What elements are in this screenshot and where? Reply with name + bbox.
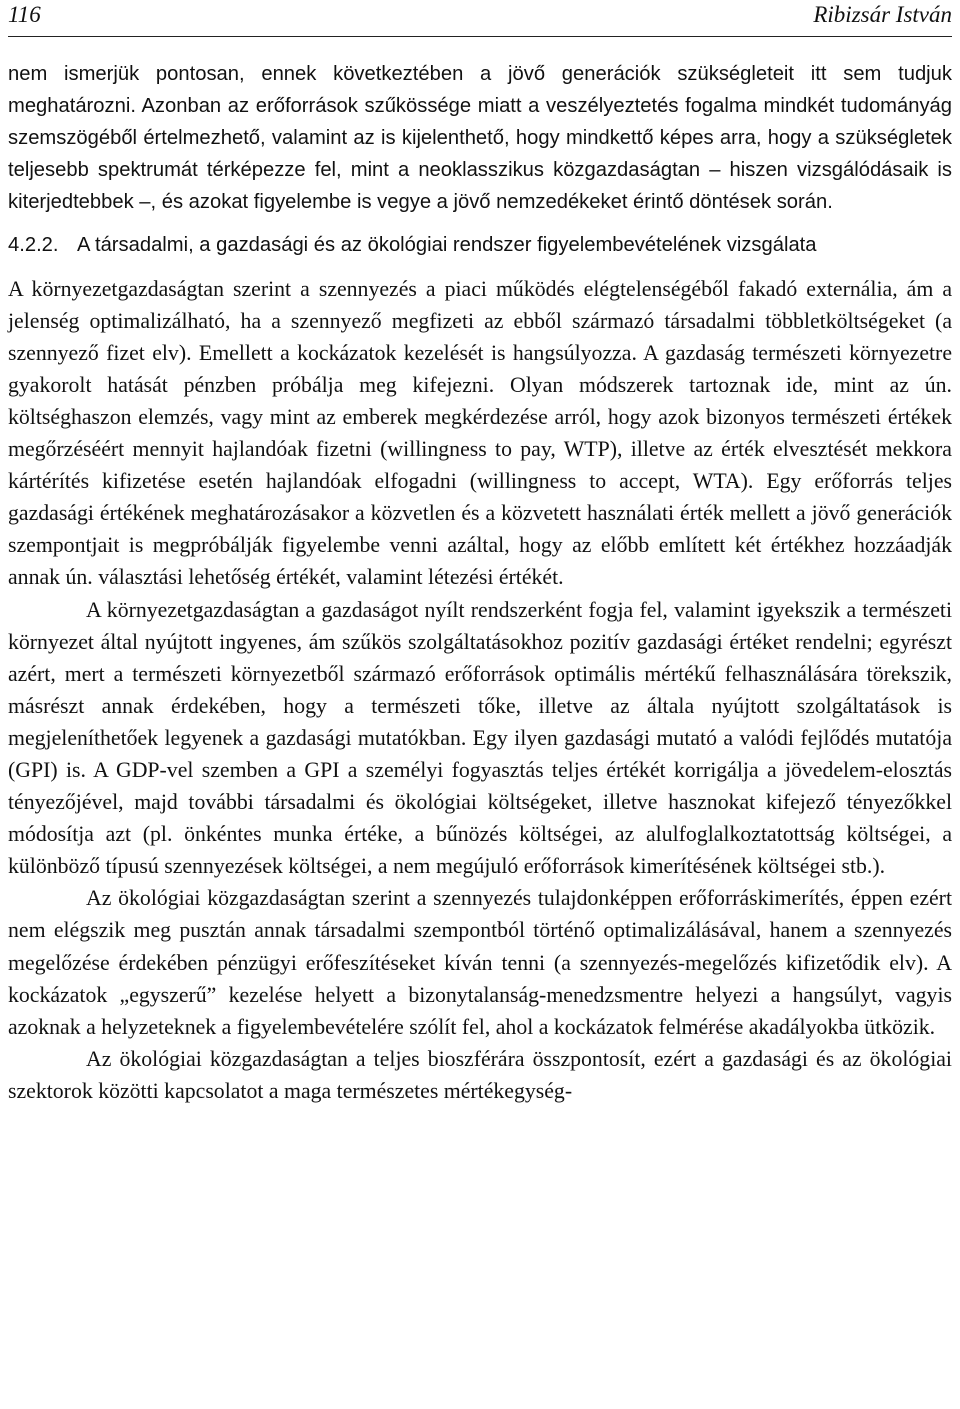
page-number: 116	[8, 2, 41, 27]
section-title: A társadalmi, a gazdasági és az ökológiai rendszer figyelembevételének vizsgálata	[77, 234, 817, 257]
section-number: 4.2.2.	[8, 234, 59, 257]
paragraph-intro: nem ismerjük pontosan, ennek következtében a jövő generációk szükségleteit itt sem tudjuk meghatározni. Azonban az erőforrások szűkössége miatt a veszélyeztetés fogalma mindkét tudományág szemszögéből értelmezhető, valamint az is kijelenthető, hogy mindkettő képes arra, hogy a szükségletek teljesebb spektrumát térképezze fel, mint a neoklasszikus közgazdaságtan – hiszen vizsgálódásaik is kiterjedtebbek –, és azokat figyelembe is vegye a jövő nemzedékeket érintő döntések során.	[8, 63, 952, 214]
paragraph-biosphere: Az ökológiai közgazdaságtan a teljes bioszférára összpontosít, ezért a gazdasági és az ökológiai szektorok közötti kapcsolatot a maga természetes mértékegység-	[8, 1046, 952, 1103]
paragraph-open-system: A környezetgazdaságtan a gazdaságot nyílt rendszerként fogja fel, valamint igyekszik a természeti környezet által nyújtott ingyenes, ám szűkös szolgáltatásokhoz pozitív gazdasági értéket rendelni; egyrészt azért, mert a természeti környezetből származó erőforrások optimális mértékű felhasználására törekszik, másrészt annak érdekében, hogy a természeti tőke, illetve az általa nyújtott szolgáltatások is megjeleníthetőek legyenek a gazdasági mutatókban. Egy ilyen gazdasági mutató a valódi fejlődés mutatója (GPI) is. A GDP-vel szemben a GPI a személyi fogyasztás teljes értékét korrigálja a jövedelem-elosztás tényezőjével, majd további társadalmi és ökológiai költségeket, illetve hasznokat kifejező tényezőkkel módosítja azt (pl. önkéntes munka értéke, a bűnözés költségei, az alulfoglalkoztatottság költségei, a különböző típusú szennyezések költségei, a nem megújuló erőforrások kimerítésének költségei stb.).	[8, 597, 952, 879]
page-header	[8, 0, 952, 37]
section-heading	[8, 229, 952, 261]
running-author: Ribizsár István	[813, 2, 952, 27]
paragraph-environmental-economics: A környezetgazdaságtan szerint a szennyezés a piaci működés elégtelenségéből fakadó externália, ám a jelenség optimalizálható, ha a szennyező megfizeti az ebből származó társadalmi többletköltségeket (a szennyező fizet elv). Emellett a kockázatok kezelését is hangsúlyozza. A gazdaság természeti környezetre gyakorolt hatását pénzben próbálja meg kifejezni. Olyan módszerek tartoznak ide, mint az ún. költséghaszon elemzés, vagy mint az emberek megkérdezése arról, hogy azok bizonyos természeti értékek megőrzéséért mennyit hajlandóak fizetni (willingness to pay, WTP), illetve az érték elvesztését mekkora kártérítés kifizetése esetén hajlandóak elfogadni (willingness to accept, WTA). Egy erőforrás teljes gazdasági értékének meghatározásakor a közvetlen és a közvetett használati érték mellett a jövő generációk szempontjait is megpróbálják figyelembe venni azáltal, hogy az előbb említett két értékhez hozzáadják annak ún. választási lehetőség értékét, valamint létezési értékét.	[8, 276, 952, 590]
document-page	[8, 0, 952, 1107]
paragraph-ecological-economics: Az ökológiai közgazdaságtan szerint a szennyezés tulajdonképpen erőforráskimerítés, éppen ezért nem elégszik meg pusztán annak társadalmi szempontból történő optimalizálásával, hanem a szennyezés megelőzése érdekében pénzügyi erőfeszítéseket kíván tenni (a szennyezés-megelőzés kifizetődik elv). A kockázatok „egyszerű” kezelése helyett a bizonytalanság-menedzsmentre helyezi a hangsúlyt, vagyis azoknak a helyzeteknek a figyelembevételére szólít fel, ahol a kockázatok felmérése akadályokba ütközik.	[8, 886, 952, 1039]
